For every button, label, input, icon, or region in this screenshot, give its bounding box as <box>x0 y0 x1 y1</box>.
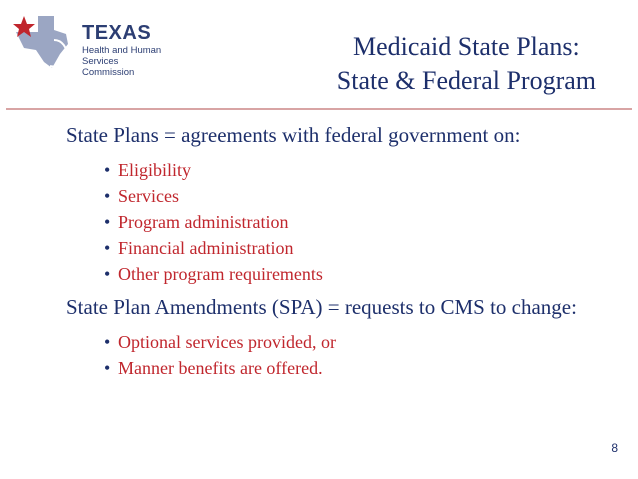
section-1-list <box>66 157 596 287</box>
slide-title <box>337 30 596 98</box>
title-line-2: State & Federal Program <box>336 66 596 95</box>
logo-line-1: Health and Human <box>82 45 162 56</box>
page-number: 8 <box>611 441 618 455</box>
list-item: • Manner benefits are offered. <box>104 355 596 381</box>
list-item: • Services <box>104 183 596 209</box>
list-item: • Other program requirements <box>104 261 596 287</box>
title-line-1: Medicaid State Plans: <box>353 32 580 61</box>
list-item: • Financial administration <box>104 235 596 261</box>
list-item: • Eligibility <box>104 157 596 183</box>
section-2-heading: State Plan Amendments (SPA) = requests to CMS to change: <box>66 295 577 319</box>
title-divider <box>6 108 632 110</box>
section-2-list <box>66 329 596 381</box>
slide-body <box>66 123 596 381</box>
list-item: • Program administration <box>104 209 596 235</box>
hhsc-logo <box>10 10 170 78</box>
section-1-heading: State Plans = agreements with federal government on: <box>66 123 521 147</box>
list-item: • Optional services provided, or <box>104 329 596 355</box>
logo-wordmark: TEXAS <box>82 22 152 44</box>
logo-line-2: Services Commission <box>82 56 135 78</box>
texas-star-icon <box>10 10 80 72</box>
